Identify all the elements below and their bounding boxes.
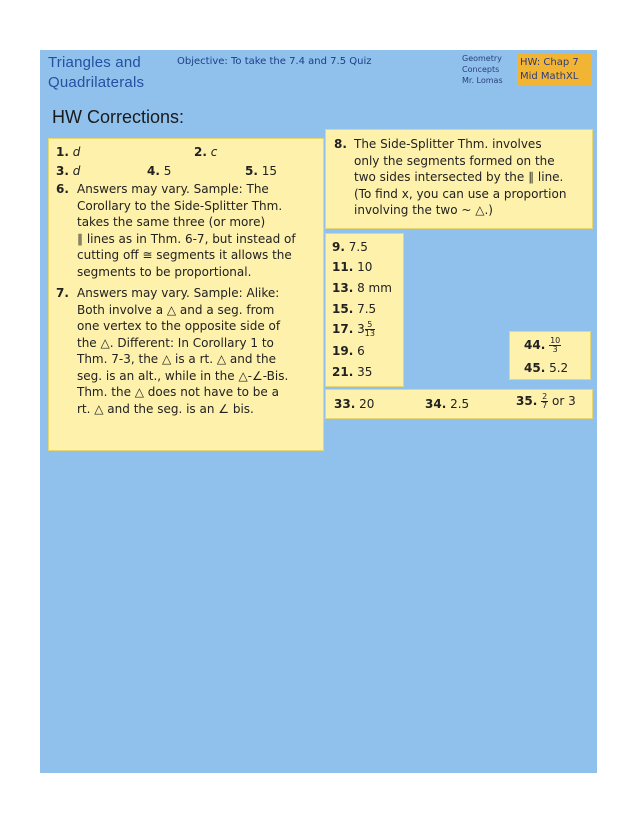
answer-line: the △. Different: In Corollary 1 to — [77, 335, 274, 350]
section-title: HW Corrections: — [52, 107, 185, 127]
answer-line: involving the two ~ △.) — [354, 203, 493, 217]
answer-line: Thm. the △ does not have to be a — [77, 385, 279, 399]
answer-8-text — [354, 136, 566, 219]
course-line-1: Geometry — [462, 54, 502, 63]
course-info — [462, 53, 503, 86]
answer-value: 8 mm — [357, 281, 392, 295]
answer-value: 6 — [357, 344, 365, 358]
answer-number: 5. — [245, 164, 258, 178]
answer-value: 5 — [163, 164, 172, 178]
title-line-2: Quadrilaterals — [48, 74, 145, 91]
answer-line: Corollary to the Side-Splitter Thm. — [77, 198, 283, 213]
answer-value: d — [72, 145, 81, 159]
answer-number: 33. — [334, 397, 356, 411]
answer-number: 6. — [56, 182, 69, 196]
answer-line: seg. is an alt., while in the △-∠-Bis. — [77, 368, 289, 383]
bottom-answer-strip — [325, 389, 593, 419]
right-answer-box — [509, 331, 591, 380]
fraction-numerator: 2 — [542, 392, 548, 401]
answer-number: 19. — [332, 344, 354, 358]
slide-title — [48, 53, 178, 93]
homework-badge — [517, 54, 591, 86]
answer-value: 5.2 — [549, 361, 569, 375]
answer-number: 4. — [147, 164, 160, 178]
answer-value: 3 — [357, 322, 365, 336]
answer-value: c — [210, 145, 218, 159]
answer-value: d — [72, 164, 81, 178]
fraction — [541, 393, 548, 410]
answer-line: The Side-Splitter Thm. involves — [354, 137, 542, 151]
objective-label: Objective: — [177, 56, 228, 67]
answer-value: 7.5 — [357, 302, 377, 316]
answer-line: segments to be proportional. — [77, 264, 252, 279]
answer-line: cutting off ≅ segments it allows the — [77, 248, 292, 262]
fraction-denominator: 7 — [542, 401, 548, 410]
answer-number: 1. — [56, 145, 69, 159]
answer-number: 9. — [332, 240, 345, 254]
answer-8-box — [325, 129, 593, 229]
answer-number: 15. — [332, 302, 354, 316]
course-line-2: Concepts — [462, 65, 500, 74]
answer-number: 8. — [334, 137, 347, 151]
answer-value: 35 — [357, 365, 373, 379]
answer-line: one vertex to the opposite side of — [77, 319, 281, 333]
answer-number: 2. — [194, 145, 207, 159]
middle-answer-box — [325, 233, 404, 387]
answer-line: takes the same three (or more) — [77, 215, 266, 229]
answer-7-text — [77, 285, 288, 417]
answer-number: 11. — [332, 260, 354, 274]
answer-number: 34. — [425, 397, 447, 411]
fraction-denominator: 13 — [364, 329, 375, 338]
answer-value: 2.5 — [450, 397, 470, 411]
answer-value: 10 — [357, 260, 373, 274]
answer-number: 44. — [524, 338, 546, 352]
answer-line: (To find x, you can use a proportion — [354, 186, 567, 201]
fraction-numerator: 10 — [550, 336, 561, 345]
answer-line: Answers may vary. Sample: Alike: — [77, 286, 280, 300]
answer-value: 20 — [359, 397, 375, 411]
answer-line: Thm. 7-3, the △ is a rt. △ and the — [77, 352, 276, 366]
answer-number: 3. — [56, 164, 69, 178]
answer-value: 15 — [261, 164, 278, 178]
answer-line: rt. △ and the seg. is an ∠ bis. — [77, 401, 254, 416]
answer-number: 7. — [56, 286, 69, 300]
objective-text: To take the 7.4 and 7.5 Quiz — [230, 56, 372, 67]
slide — [40, 50, 597, 773]
answer-value: or 3 — [552, 394, 576, 408]
mixed-fraction — [365, 321, 375, 338]
answer-number: 17. — [332, 322, 354, 336]
fraction-numerator: 5 — [365, 321, 375, 330]
title-line-1: Triangles and — [48, 54, 141, 71]
answer-line: Answers may vary. Sample: The — [77, 182, 269, 196]
hw-line-1: HW: Chap 7 — [520, 57, 579, 68]
fraction — [549, 337, 561, 354]
answer-number: 35. — [516, 394, 538, 408]
left-answer-box — [48, 138, 324, 451]
hw-line-2: Mid MathXL — [520, 71, 579, 82]
answer-value: 7.5 — [348, 240, 368, 254]
answer-number: 13. — [332, 281, 354, 295]
objective — [177, 56, 372, 67]
answer-number: 21. — [332, 365, 354, 379]
answer-line: two sides intersected by the ∥ line. — [354, 170, 564, 184]
answer-line: Both involve a △ and a seg. from — [77, 302, 275, 317]
answer-line: only the segments formed on the — [354, 153, 555, 168]
teacher-name: Mr. Lomas — [462, 76, 503, 85]
answer-line: ∥ lines as in Thm. 6-7, but instead of — [77, 231, 296, 246]
answer-number: 45. — [524, 361, 546, 375]
answer-6-text — [77, 181, 296, 280]
fraction-denominator: 3 — [552, 345, 558, 354]
